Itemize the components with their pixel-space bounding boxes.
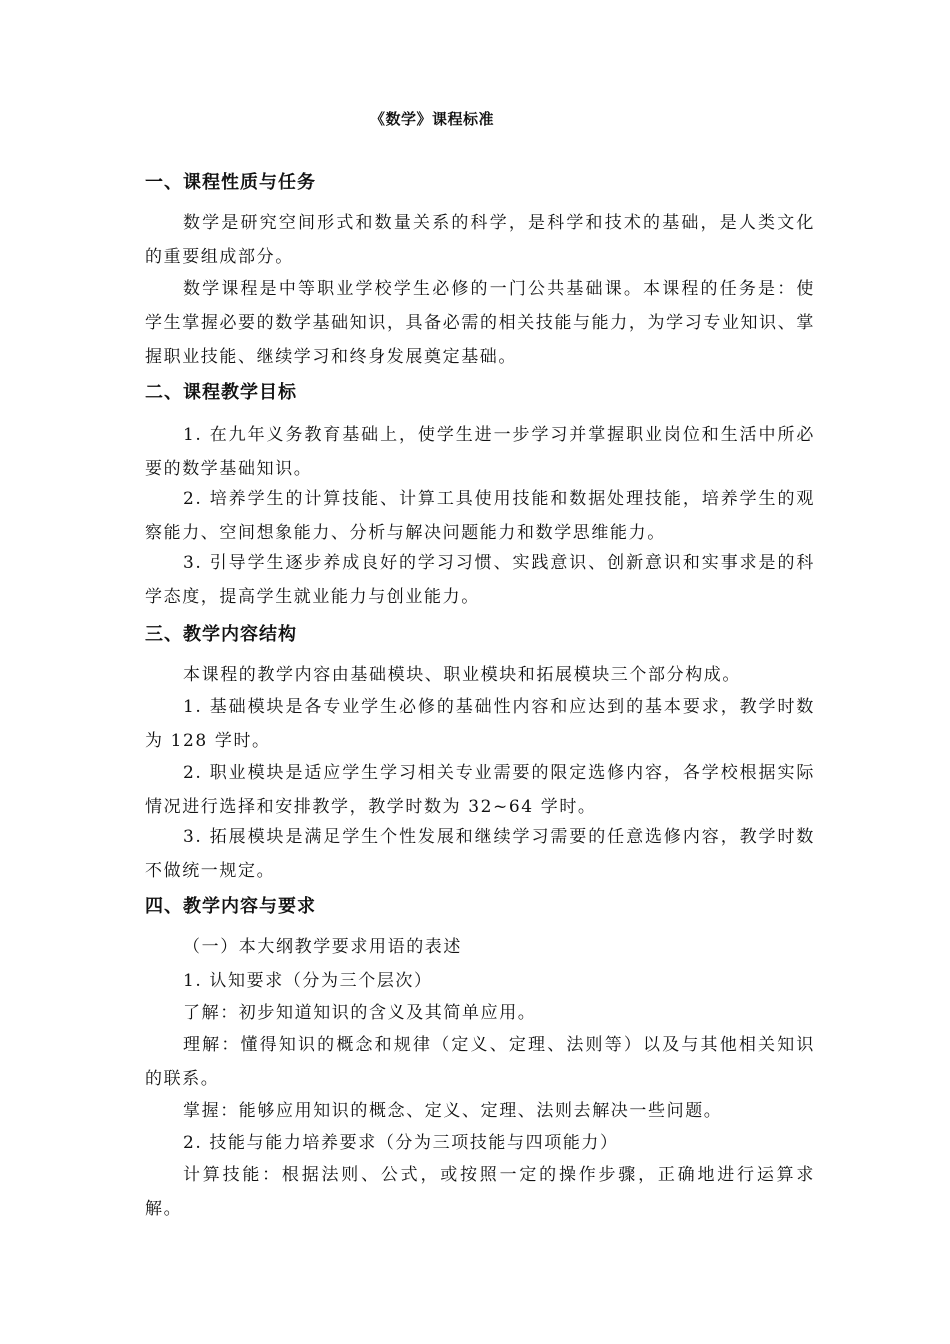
paragraph: 计算技能：根据法则、公式，或按照一定的操作步骤，正确地进行运算求解。 xyxy=(145,1165,815,1219)
paragraph: 了解：初步知道知识的含义及其简单应用。 xyxy=(183,1003,537,1023)
paragraph: 2. 培养学生的计算技能、计算工具使用技能和数据处理技能，培养学生的观察能力、空间想象能力、分析与解决问题能力和数学思维能力。 xyxy=(145,489,815,543)
section-heading-2: 二、课程教学目标 xyxy=(145,382,297,403)
paragraph: 1. 基础模块是各专业学生必修的基础性内容和应达到的基本要求，教学时数为 128 学时。 xyxy=(145,697,815,751)
page-title: 《数学》课程标准 xyxy=(370,110,495,128)
paragraph: 2. 技能与能力培养要求（分为三项技能与四项能力） xyxy=(183,1133,619,1153)
paragraph: 掌握：能够应用知识的概念、定义、定理、法则去解决一些问题。 xyxy=(183,1101,723,1121)
paragraph: 3. 拓展模块是满足学生个性发展和继续学习需要的任意选修内容，教学时数不做统一规定。 xyxy=(145,827,815,881)
section-heading-3: 三、教学内容结构 xyxy=(145,624,297,645)
paragraph: 1. 在九年义务教育基础上，使学生进一步学习并掌握职业岗位和生活中所必要的数学基础知识。 xyxy=(145,425,815,479)
section-heading-4: 四、教学内容与要求 xyxy=(145,896,316,917)
paragraph: 数学是研究空间形式和数量关系的科学，是科学和技术的基础，是人类文化的重要组成部分。 xyxy=(145,213,815,267)
paragraph: 理解：懂得知识的概念和规律（定义、定理、法则等）以及与其他相关知识的联系。 xyxy=(145,1035,815,1089)
paragraph: 1. 认知要求（分为三个层次） xyxy=(183,971,433,991)
paragraph: 本课程的教学内容由基础模块、职业模块和拓展模块三个部分构成。 xyxy=(183,665,741,685)
section-heading-1: 一、课程性质与任务 xyxy=(145,172,316,193)
paragraph: （一）本大纲教学要求用语的表述 xyxy=(183,937,462,957)
paragraph: 3. 引导学生逐步养成良好的学习习惯、实践意识、创新意识和实事求是的科学态度，提高学生就业能力与创业能力。 xyxy=(145,553,815,607)
paragraph: 数学课程是中等职业学校学生必修的一门公共基础课。本课程的任务是：使学生掌握必要的数学基础知识，具备必需的相关技能与能力，为学习专业知识、掌握职业技能、继续学习和终身发展奠定基础。 xyxy=(145,279,815,367)
paragraph: 2. 职业模块是适应学生学习相关专业需要的限定选修内容，各学校根据实际情况进行选择和安排教学，教学时数为 32~64 学时。 xyxy=(145,763,815,817)
